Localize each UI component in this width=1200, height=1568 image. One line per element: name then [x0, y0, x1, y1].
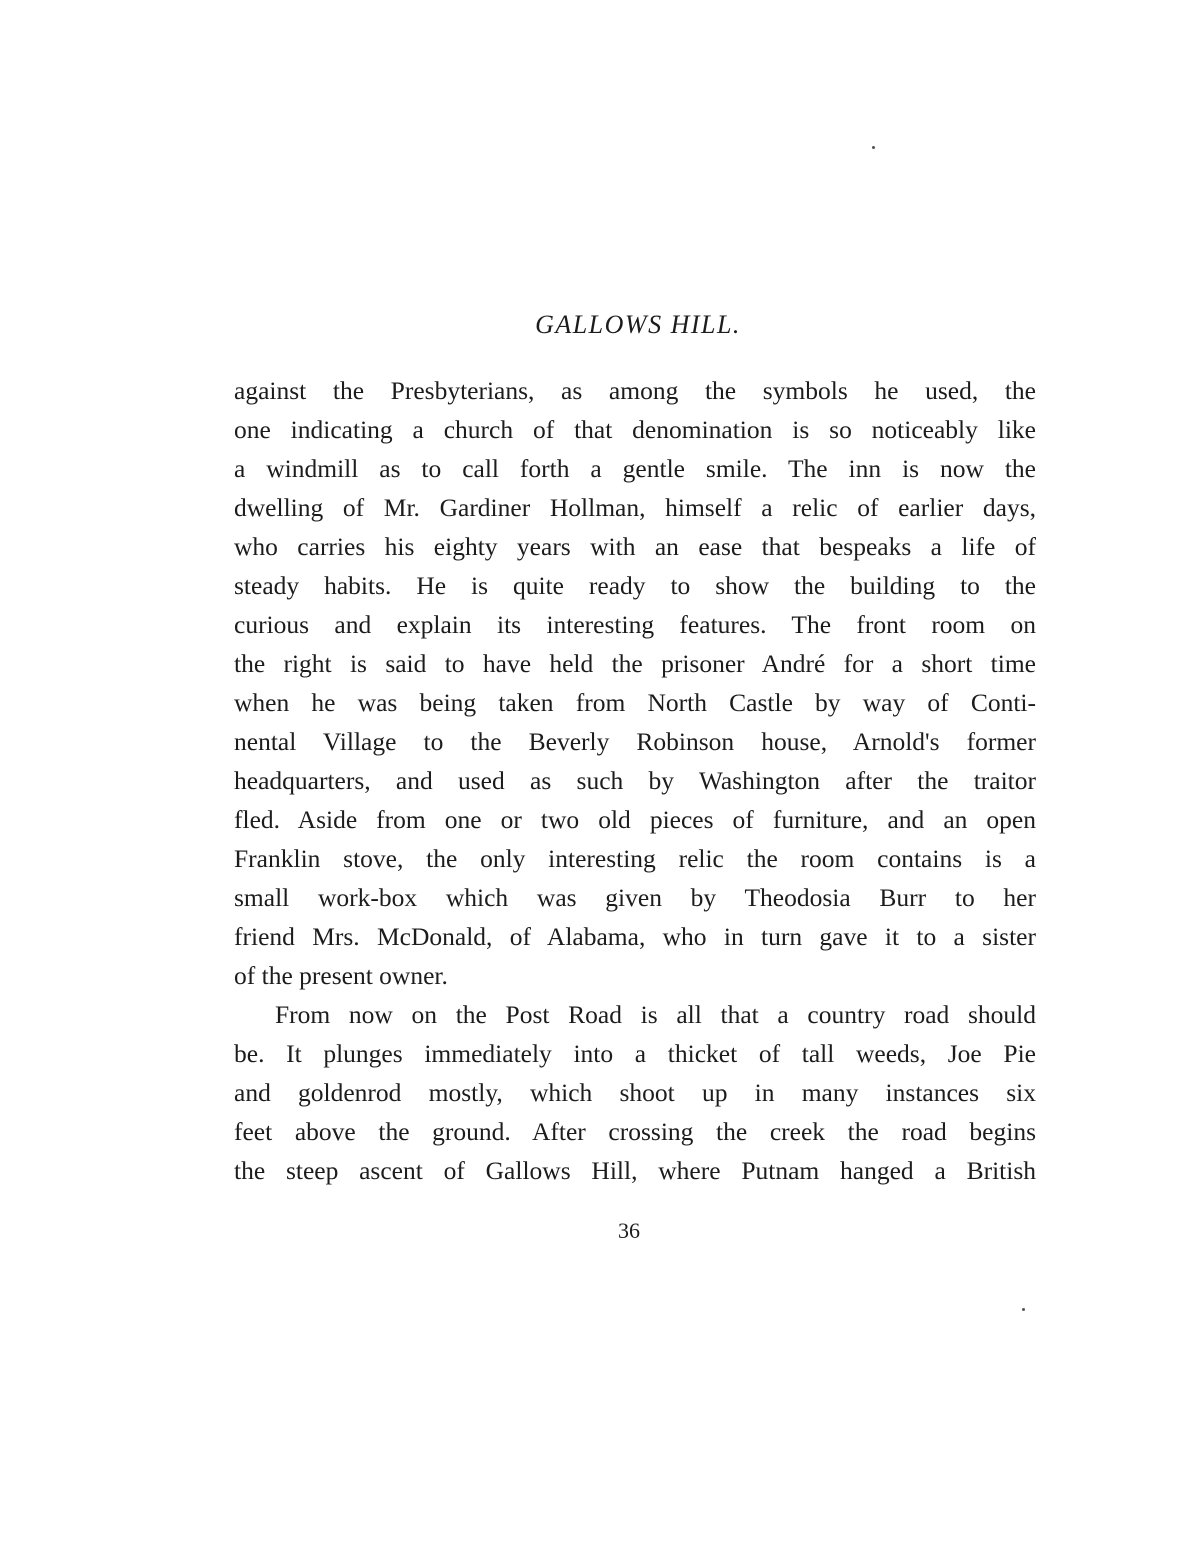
text-line: be. It plunges immediately into a thicket of tall weeds, Joe Pie — [234, 1039, 1036, 1068]
text-line: feet above the ground. After crossing the creek the road begins — [234, 1117, 1036, 1146]
paragraph-1 — [234, 371, 1036, 995]
text-line: the right is said to have held the prisoner André for a short time — [234, 649, 1036, 678]
page-number: 36 — [618, 1218, 640, 1243]
text-line: nental Village to the Beverly Robinson house, Arnold's former — [234, 727, 1036, 756]
text-line: the steep ascent of Gallows Hill, where Putnam hanged a British — [234, 1156, 1036, 1185]
paper-speck — [1022, 1308, 1025, 1311]
text-line: fled. Aside from one or two old pieces of furniture, and an open — [234, 805, 1036, 834]
text-line: dwelling of Mr. Gardiner Hollman, himself a relic of earlier days, — [234, 493, 1036, 522]
text-line: and goldenrod mostly, which shoot up in many instances six — [234, 1078, 1036, 1107]
text-line: headquarters, and used as such by Washington after the traitor — [234, 766, 1036, 795]
text-line: who carries his eighty years with an ease that bespeaks a life of — [234, 532, 1036, 561]
text-line: small work-box which was given by Theodosia Burr to her — [234, 883, 1036, 912]
text-line: a windmill as to call forth a gentle smile. The inn is now the — [234, 454, 1036, 483]
text-line: one indicating a church of that denomination is so noticeably like — [234, 415, 1036, 444]
text-line: steady habits. He is quite ready to show the building to the — [234, 571, 1036, 600]
text-line: of the present owner. — [234, 961, 448, 990]
body-text — [234, 371, 1036, 1190]
text-line: From now on the Post Road is all that a country road should — [275, 1000, 1036, 1029]
text-line: friend Mrs. McDonald, of Alabama, who in turn gave it to a sister — [234, 922, 1036, 951]
paper-speck — [872, 146, 875, 149]
text-line: against the Presbyterians, as among the symbols he used, the — [234, 376, 1036, 405]
paragraph-2 — [234, 995, 1036, 1190]
text-line: Franklin stove, the only interesting relic the room contains is a — [234, 844, 1036, 873]
text-line: curious and explain its interesting features. The front room on — [234, 610, 1036, 639]
running-head: GALLOWS HILL. — [535, 310, 741, 339]
text-line: when he was being taken from North Castle by way of Conti- — [234, 688, 1036, 717]
